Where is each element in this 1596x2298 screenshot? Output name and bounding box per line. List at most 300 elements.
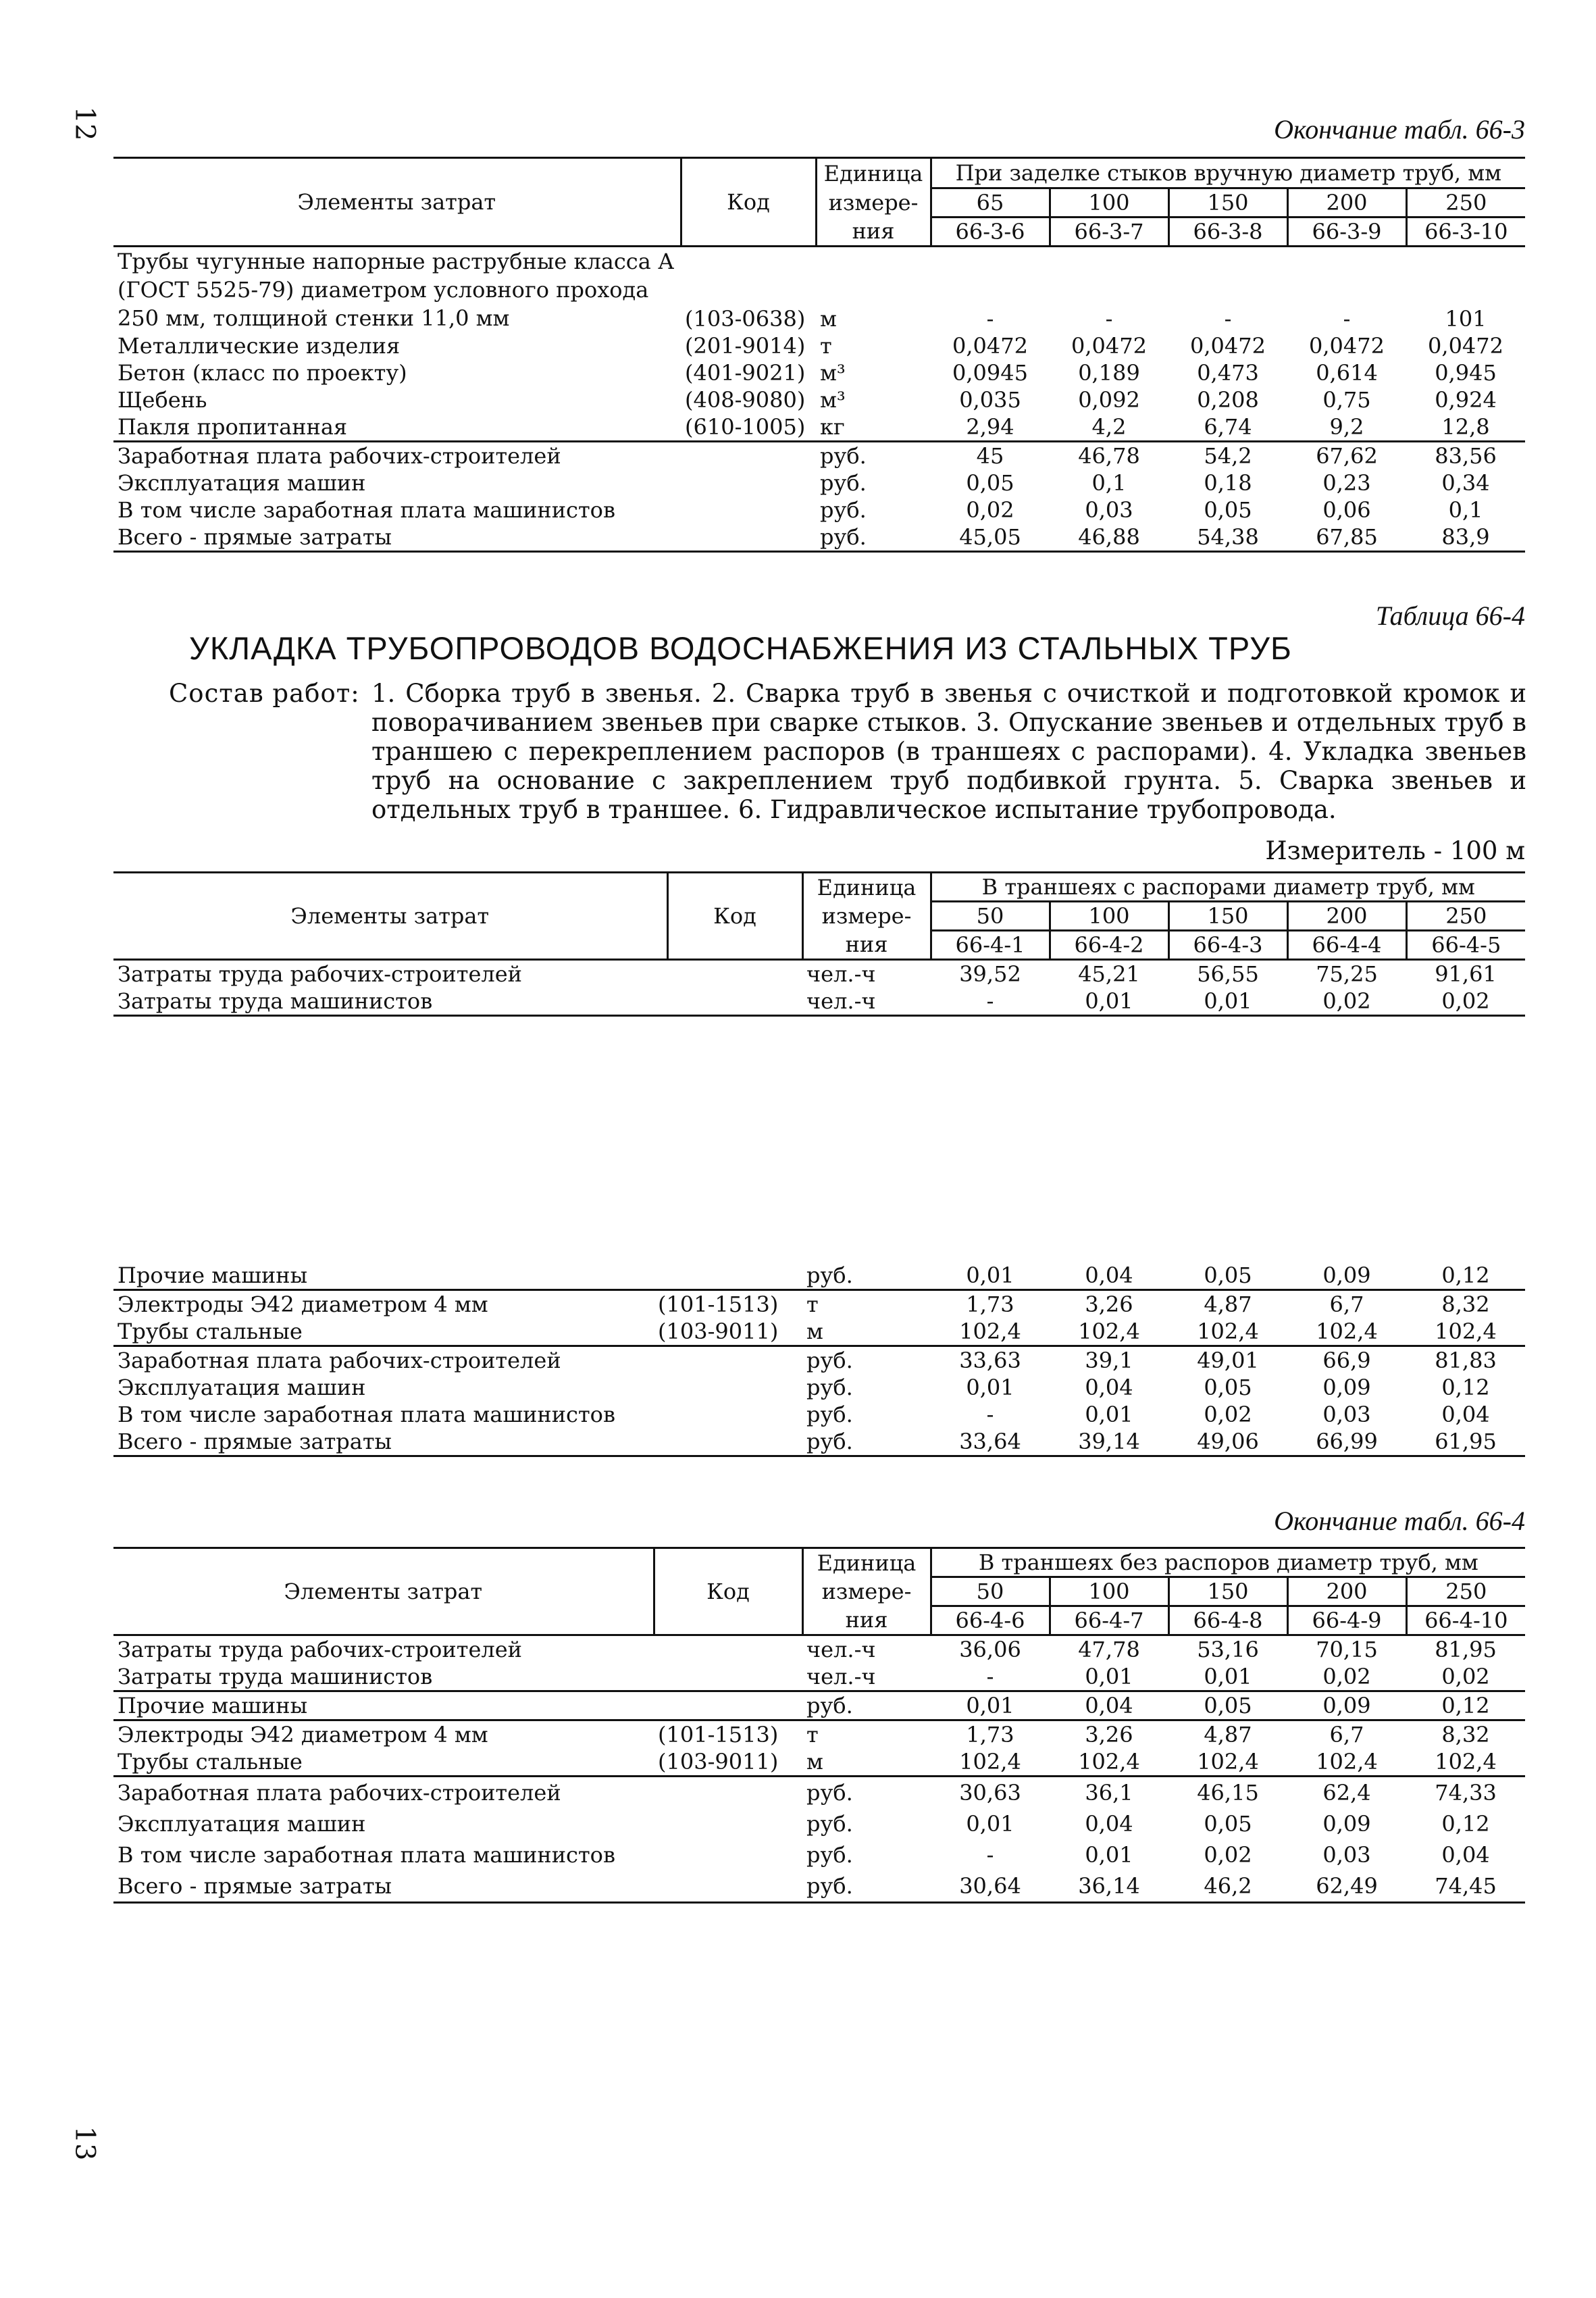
row-value: 45,05 (931, 524, 1050, 552)
row-code (681, 469, 816, 496)
header-unit-3: ния (802, 1606, 931, 1635)
header-unit-2: измере- (802, 1577, 931, 1606)
row-unit: руб. (806, 1348, 853, 1373)
table-row (113, 413, 1525, 442)
row-value: 102,4 (931, 1318, 1050, 1346)
table-row (113, 1374, 1525, 1401)
row-value: 0,614 (1316, 360, 1378, 386)
row-code (654, 1870, 802, 1903)
table-row (113, 1428, 1525, 1456)
header-unit-3: ния (802, 931, 931, 960)
row-unit: кг (816, 413, 931, 442)
header-elements: Элементы затрат (113, 158, 681, 247)
row-value: 62,4 (1322, 1780, 1371, 1806)
rate-code: 66-4-2 (1050, 931, 1168, 960)
row-value: 0,09 (1322, 1811, 1371, 1837)
header-unit-1: Единица (816, 158, 931, 188)
table-66-3 (113, 157, 1525, 553)
row-name: Бетон (класс по проекту) (118, 360, 407, 386)
rate-code: 66-4-10 (1406, 1606, 1525, 1635)
table-row (113, 1346, 1525, 1375)
row-value: 1,73 (966, 1292, 1014, 1317)
row-code (654, 1374, 802, 1401)
row-unit: руб. (816, 524, 931, 552)
row-value: 0,01 (966, 1375, 1014, 1400)
row-code (681, 442, 816, 470)
row-code: (103-0638) (685, 306, 806, 332)
row-unit: м (802, 1318, 931, 1346)
row-value: 6,7 (1329, 1292, 1364, 1317)
row-value: 0,09 (1287, 1262, 1406, 1290)
header-unit-1: Единица (802, 873, 931, 902)
row-value: 36,1 (1085, 1780, 1133, 1806)
table-row (113, 1870, 1525, 1903)
row-unit: т (806, 1722, 819, 1747)
row-value: 0,01 (1168, 1663, 1287, 1691)
row-value: 8,32 (1441, 1722, 1490, 1747)
row-value: 66,99 (1287, 1428, 1406, 1456)
row-value: 0,02 (1204, 1402, 1252, 1427)
table-row (113, 1262, 1525, 1290)
row-value: - (986, 306, 994, 332)
row-value: 0,04 (1441, 1402, 1490, 1427)
row-unit: м³ (820, 360, 846, 386)
row-value: 0,02 (1204, 1842, 1252, 1868)
row-unit: руб. (802, 1870, 931, 1903)
row-value: - (986, 1402, 994, 1427)
table-66-4-top (113, 871, 1525, 1017)
row-value: 30,64 (931, 1870, 1050, 1903)
row-unit: м (802, 1748, 931, 1777)
row-value: 36,14 (1050, 1870, 1168, 1903)
row-value: - (931, 988, 1050, 1016)
diameter: 200 (1287, 1577, 1406, 1606)
row-value: 102,4 (1287, 1748, 1406, 1777)
row-value: 0,03 (1322, 1402, 1371, 1427)
table-row (113, 1635, 1525, 1664)
table-row (113, 332, 1525, 359)
row-value: 102,4 (1406, 1318, 1525, 1346)
row-unit: руб. (820, 470, 867, 496)
row-value: 0,01 (1050, 1663, 1168, 1691)
row-value: 30,63 (959, 1780, 1021, 1806)
table-row (113, 1720, 1525, 1749)
row-value: - (1343, 306, 1351, 332)
row-value: 6,7 (1329, 1722, 1364, 1747)
row-value: 102,4 (931, 1748, 1050, 1777)
row-unit: чел.-ч (802, 988, 931, 1016)
row-value: 91,61 (1435, 961, 1497, 987)
works-text: 1. Сборка труб в звенья. 2. Сварка труб в звенья с очисткой и подготовкой кромок и поворачиванием звеньев при сварке стыков. 3. Опускание звеньев и отдельных труб в траншею с перекреплением распоров (в траншеях с распорами). 4. Укладка звеньев труб на основание с закреплением труб подбивкой грунта. 5. Сварка звеньев и отдельных труб в траншее. 6. Гидравлическое испытание трубопровода. (371, 679, 1526, 824)
row-value: 67,85 (1287, 524, 1406, 552)
row-value: 0,01 (966, 1811, 1014, 1837)
row-value: 4,87 (1204, 1722, 1252, 1747)
row-name: Всего - прямые затраты (113, 1428, 654, 1456)
section-title: УКЛАДКА ТРУБОПРОВОДОВ ВОДОСНАБЖЕНИЯ ИЗ СТАЛЬНЫХ ТРУБ (189, 630, 1292, 666)
row-value: 2,94 (931, 413, 1050, 442)
table-row (113, 247, 1525, 333)
table-66-4-end (113, 1547, 1525, 1904)
diameter: 100 (1050, 902, 1168, 931)
row-unit: руб. (806, 1842, 853, 1868)
header-code: Код (667, 873, 802, 960)
row-code: (201-9014) (685, 333, 806, 359)
row-value: 56,55 (1197, 961, 1259, 987)
row-value: 0,12 (1406, 1262, 1525, 1290)
rate-code: 66-3-10 (1406, 218, 1525, 247)
table-row (113, 1777, 1525, 1809)
row-value: 0,12 (1406, 1691, 1525, 1720)
row-value: 101 (1445, 306, 1487, 332)
row-code (654, 1663, 802, 1691)
row-value: 4,87 (1204, 1292, 1252, 1317)
diameter: 100 (1050, 188, 1168, 218)
row-code (667, 960, 802, 988)
row-unit: руб. (806, 1780, 853, 1806)
row-name: В том числе заработная плата машинистов (118, 497, 615, 523)
diameter: 65 (931, 188, 1050, 218)
rate-code: 66-3-8 (1168, 218, 1287, 247)
row-value: 0,189 (1078, 360, 1140, 386)
row-value: 0,05 (966, 470, 1014, 496)
row-value: 0,02 (966, 497, 1014, 523)
row-value: - (1105, 306, 1113, 332)
row-value: 102,4 (1168, 1318, 1287, 1346)
row-name: Электроды Э42 диаметром 4 мм (118, 1722, 488, 1747)
row-value: 0,02 (1287, 1663, 1406, 1691)
row-name: Трубы чугунные напорные раструбные класса А (ГОСТ 5525-79) диаметром условного прохода 250 мм, толщиной стенки 11,0 мм (118, 249, 675, 331)
row-value: 0,75 (1322, 387, 1371, 413)
row-value: 0,12 (1441, 1811, 1490, 1837)
row-value: 67,62 (1316, 443, 1378, 469)
row-unit: руб. (806, 1811, 853, 1837)
header-elements: Элементы затрат (113, 1548, 654, 1635)
row-value: 102,4 (1050, 1318, 1168, 1346)
row-code (654, 1808, 802, 1839)
row-unit: руб. (820, 497, 867, 523)
row-value: 45,21 (1078, 961, 1140, 987)
row-name: Эксплуатация машин (118, 470, 366, 496)
row-value: 61,95 (1406, 1428, 1525, 1456)
row-name: Затраты труда машинистов (113, 988, 667, 1016)
table-row (113, 1748, 1525, 1777)
row-unit: м (820, 306, 837, 332)
diameter: 50 (931, 1577, 1050, 1606)
page-number-bottom: 13 (69, 2126, 101, 2161)
row-value: 0,924 (1435, 387, 1497, 413)
row-name: Затраты труда машинистов (113, 1663, 654, 1691)
rate-code: 66-3-6 (931, 218, 1050, 247)
row-name: Всего - прямые затраты (113, 1870, 654, 1903)
row-value: 75,25 (1316, 961, 1378, 987)
row-value: 0,04 (1050, 1691, 1168, 1720)
table-66-3-caption: Окончание табл. 66-3 (1274, 114, 1525, 145)
table-row (113, 496, 1525, 524)
row-code (667, 988, 802, 1016)
row-value: 0,23 (1322, 470, 1371, 496)
table-row (113, 1290, 1525, 1319)
row-value: 46,88 (1050, 524, 1168, 552)
row-value: 33,63 (959, 1348, 1021, 1373)
row-name: Прочие машины (113, 1691, 654, 1720)
row-value: 0,04 (1085, 1811, 1133, 1837)
row-value: 0,05 (1204, 1811, 1252, 1837)
row-value: 102,4 (1287, 1318, 1406, 1346)
row-code: (408-9080) (685, 387, 806, 413)
row-value: 81,83 (1435, 1348, 1497, 1373)
row-value: 39,1 (1085, 1348, 1133, 1373)
row-unit: м³ (820, 387, 846, 413)
row-value: 49,06 (1168, 1428, 1287, 1456)
row-value: 3,26 (1085, 1292, 1133, 1317)
table-row (113, 442, 1525, 470)
row-value: 46,2 (1168, 1870, 1287, 1903)
header-group: В траншеях без распоров диаметр труб, мм (931, 1548, 1525, 1577)
row-name: В том числе заработная плата машинистов (118, 1842, 615, 1868)
row-value: 0,02 (1287, 988, 1406, 1016)
row-value: 1,73 (966, 1722, 1014, 1747)
rate-code: 66-4-1 (931, 931, 1050, 960)
table-row (113, 386, 1525, 413)
row-unit: руб. (802, 1428, 931, 1456)
row-value: 0,01 (1168, 988, 1287, 1016)
diameter: 200 (1287, 188, 1406, 218)
row-name: Прочие машины (113, 1262, 654, 1290)
diameter: 150 (1168, 1577, 1287, 1606)
row-name: Эксплуатация машин (118, 1375, 366, 1400)
row-value: 39,14 (1050, 1428, 1168, 1456)
row-value: 0,03 (1322, 1842, 1371, 1868)
table-row (113, 988, 1525, 1016)
rate-code: 66-4-8 (1168, 1606, 1287, 1635)
table-row (113, 960, 1525, 988)
row-name: Пакля пропитанная (113, 413, 681, 442)
row-name: Заработная плата рабочих-строителей (118, 1348, 561, 1373)
row-unit: руб. (802, 1262, 931, 1290)
row-name: Затраты труда рабочих-строителей (118, 961, 522, 987)
header-unit-2: измере- (816, 188, 931, 218)
row-unit: т (820, 333, 832, 359)
row-value: 102,4 (1168, 1748, 1287, 1777)
header-unit-1: Единица (802, 1548, 931, 1577)
row-value: 0,02 (1406, 988, 1525, 1016)
header-unit-2: измере- (802, 902, 931, 931)
row-value: 74,33 (1435, 1780, 1497, 1806)
row-value: - (1224, 306, 1232, 332)
header-code: Код (654, 1548, 802, 1635)
row-unit: руб. (806, 1375, 853, 1400)
table-row (113, 1808, 1525, 1839)
row-value: 0,01 (1050, 988, 1168, 1016)
row-code: (610-1005) (681, 413, 816, 442)
row-value: 54,38 (1168, 524, 1287, 552)
row-name: Трубы стальные (113, 1318, 654, 1346)
header-elements: Элементы затрат (113, 873, 667, 960)
header-group: При заделке стыков вручную диаметр труб, мм (931, 158, 1525, 188)
row-value: 0,02 (1406, 1663, 1525, 1691)
row-code (681, 524, 816, 552)
row-code (654, 1635, 802, 1664)
row-value: 3,26 (1085, 1722, 1133, 1747)
row-name: В том числе заработная плата машинистов (118, 1402, 615, 1427)
rate-code: 66-4-5 (1406, 931, 1525, 960)
row-value: 12,8 (1406, 413, 1525, 442)
row-name: Металлические изделия (118, 333, 401, 359)
row-code: (101-1513) (658, 1292, 779, 1317)
row-value: 0,01 (1085, 1842, 1133, 1868)
row-code (654, 1346, 802, 1375)
table-66-4-end-caption: Окончание табл. 66-4 (1274, 1506, 1525, 1536)
table-66-4-continued (113, 1262, 1525, 1457)
row-code: (101-1513) (658, 1722, 779, 1747)
row-value: 39,52 (959, 961, 1021, 987)
table-66-4-caption: Таблица 66-4 (1375, 601, 1525, 631)
row-name: Эксплуатация машин (118, 1811, 366, 1837)
row-value: 45 (976, 443, 1004, 469)
diameter: 100 (1050, 1577, 1168, 1606)
diameter: 250 (1406, 188, 1525, 218)
row-value: 0,1 (1448, 497, 1483, 523)
row-value: 0,092 (1078, 387, 1140, 413)
table-row (113, 1318, 1525, 1346)
table-row (113, 1663, 1525, 1691)
row-value: 36,06 (959, 1637, 1021, 1662)
row-value: 0,0472 (952, 333, 1028, 359)
row-value: 62,49 (1287, 1870, 1406, 1903)
row-code (654, 1777, 802, 1809)
row-value: 0,05 (1204, 497, 1252, 523)
rate-code: 66-3-9 (1287, 218, 1406, 247)
works-composition (169, 679, 1526, 824)
row-value: 0,945 (1435, 360, 1497, 386)
works-label: Состав работ: (169, 679, 360, 708)
rate-code: 66-4-6 (931, 1606, 1050, 1635)
row-value: 70,15 (1316, 1637, 1378, 1662)
diameter: 150 (1168, 902, 1287, 931)
row-code: (103-9011) (654, 1318, 802, 1346)
row-value: 0,01 (1085, 1402, 1133, 1427)
row-name: Трубы стальные (113, 1748, 654, 1777)
row-value: - (931, 1663, 1050, 1691)
row-unit: руб. (802, 1691, 931, 1720)
row-value: 0,09 (1287, 1691, 1406, 1720)
row-value: 0,0945 (952, 360, 1028, 386)
row-value: 0,18 (1204, 470, 1252, 496)
row-value: 4,2 (1050, 413, 1168, 442)
row-value: 8,32 (1441, 1292, 1490, 1317)
diameter: 250 (1406, 1577, 1525, 1606)
row-value: 46,15 (1197, 1780, 1259, 1806)
row-value: 53,16 (1197, 1637, 1259, 1662)
row-name: Заработная плата рабочих-строителей (118, 1780, 561, 1806)
table-row (113, 1839, 1525, 1870)
rate-code: 66-4-3 (1168, 931, 1287, 960)
measure-unit: Измеритель - 100 м (1265, 836, 1525, 865)
diameter: 200 (1287, 902, 1406, 931)
row-value: 6,74 (1168, 413, 1287, 442)
rate-code: 66-4-7 (1050, 1606, 1168, 1635)
header-code: Код (681, 158, 816, 247)
row-value: 66,9 (1322, 1348, 1371, 1373)
table-row (113, 1401, 1525, 1428)
row-value: 0,208 (1197, 387, 1259, 413)
row-value: 9,2 (1287, 413, 1406, 442)
table-row (113, 1691, 1525, 1720)
row-value: 0,04 (1441, 1842, 1490, 1868)
row-value: 0,05 (1168, 1691, 1287, 1720)
table-row (113, 469, 1525, 496)
row-value: 0,04 (1050, 1262, 1168, 1290)
header-group: В траншеях с распорами диаметр труб, мм (931, 873, 1525, 902)
row-name: Электроды Э42 диаметром 4 мм (118, 1292, 488, 1317)
row-value: 54,2 (1204, 443, 1252, 469)
table-row (113, 524, 1525, 552)
diameter: 50 (931, 902, 1050, 931)
row-value: 0,12 (1441, 1375, 1490, 1400)
row-code: (401-9021) (685, 360, 806, 386)
row-unit: чел.-ч (806, 1637, 876, 1662)
row-value: 83,9 (1406, 524, 1525, 552)
row-code (654, 1401, 802, 1428)
diameter: 250 (1406, 902, 1525, 931)
row-name: Затраты труда рабочих-строителей (118, 1637, 522, 1662)
row-unit: чел.-ч (802, 1663, 931, 1691)
row-value: 47,78 (1078, 1637, 1140, 1662)
row-value: 0,0472 (1309, 333, 1385, 359)
row-name: Щебень (118, 387, 207, 413)
row-value: 0,04 (1085, 1375, 1133, 1400)
row-value: 0,0472 (1190, 333, 1266, 359)
row-value: 81,95 (1435, 1637, 1497, 1662)
row-value: 0,05 (1168, 1262, 1287, 1290)
row-value: 0,1 (1091, 470, 1127, 496)
row-value: 0,473 (1197, 360, 1259, 386)
row-name: Заработная плата рабочих-строителей (118, 443, 561, 469)
row-value: 0,01 (931, 1691, 1050, 1720)
row-name: Всего - прямые затраты (113, 524, 681, 552)
row-value: 0,09 (1322, 1375, 1371, 1400)
row-value: 33,64 (931, 1428, 1050, 1456)
row-code (654, 1839, 802, 1870)
row-code (681, 496, 816, 524)
row-unit: чел.-ч (806, 961, 876, 987)
row-value: 0,0472 (1071, 333, 1147, 359)
row-value: 0,05 (1204, 1375, 1252, 1400)
row-value: 0,34 (1441, 470, 1490, 496)
rate-code: 66-3-7 (1050, 218, 1168, 247)
row-code (654, 1428, 802, 1456)
row-value: 0,0472 (1428, 333, 1503, 359)
row-code (654, 1262, 802, 1290)
row-value: 0,035 (959, 387, 1021, 413)
diameter: 150 (1168, 188, 1287, 218)
table-row (113, 359, 1525, 386)
row-unit: т (806, 1292, 819, 1317)
row-value: 83,56 (1435, 443, 1497, 469)
row-value: 0,01 (931, 1262, 1050, 1290)
row-value: 0,03 (1085, 497, 1133, 523)
row-value: 0,06 (1322, 497, 1371, 523)
row-value: 74,45 (1406, 1870, 1525, 1903)
rate-code: 66-4-4 (1287, 931, 1406, 960)
row-value: 102,4 (1050, 1748, 1168, 1777)
row-value: - (986, 1842, 994, 1868)
row-code: (103-9011) (654, 1748, 802, 1777)
header-unit-3: ния (816, 218, 931, 247)
row-unit: руб. (820, 443, 867, 469)
row-value: 46,78 (1078, 443, 1140, 469)
rate-code: 66-4-9 (1287, 1606, 1406, 1635)
